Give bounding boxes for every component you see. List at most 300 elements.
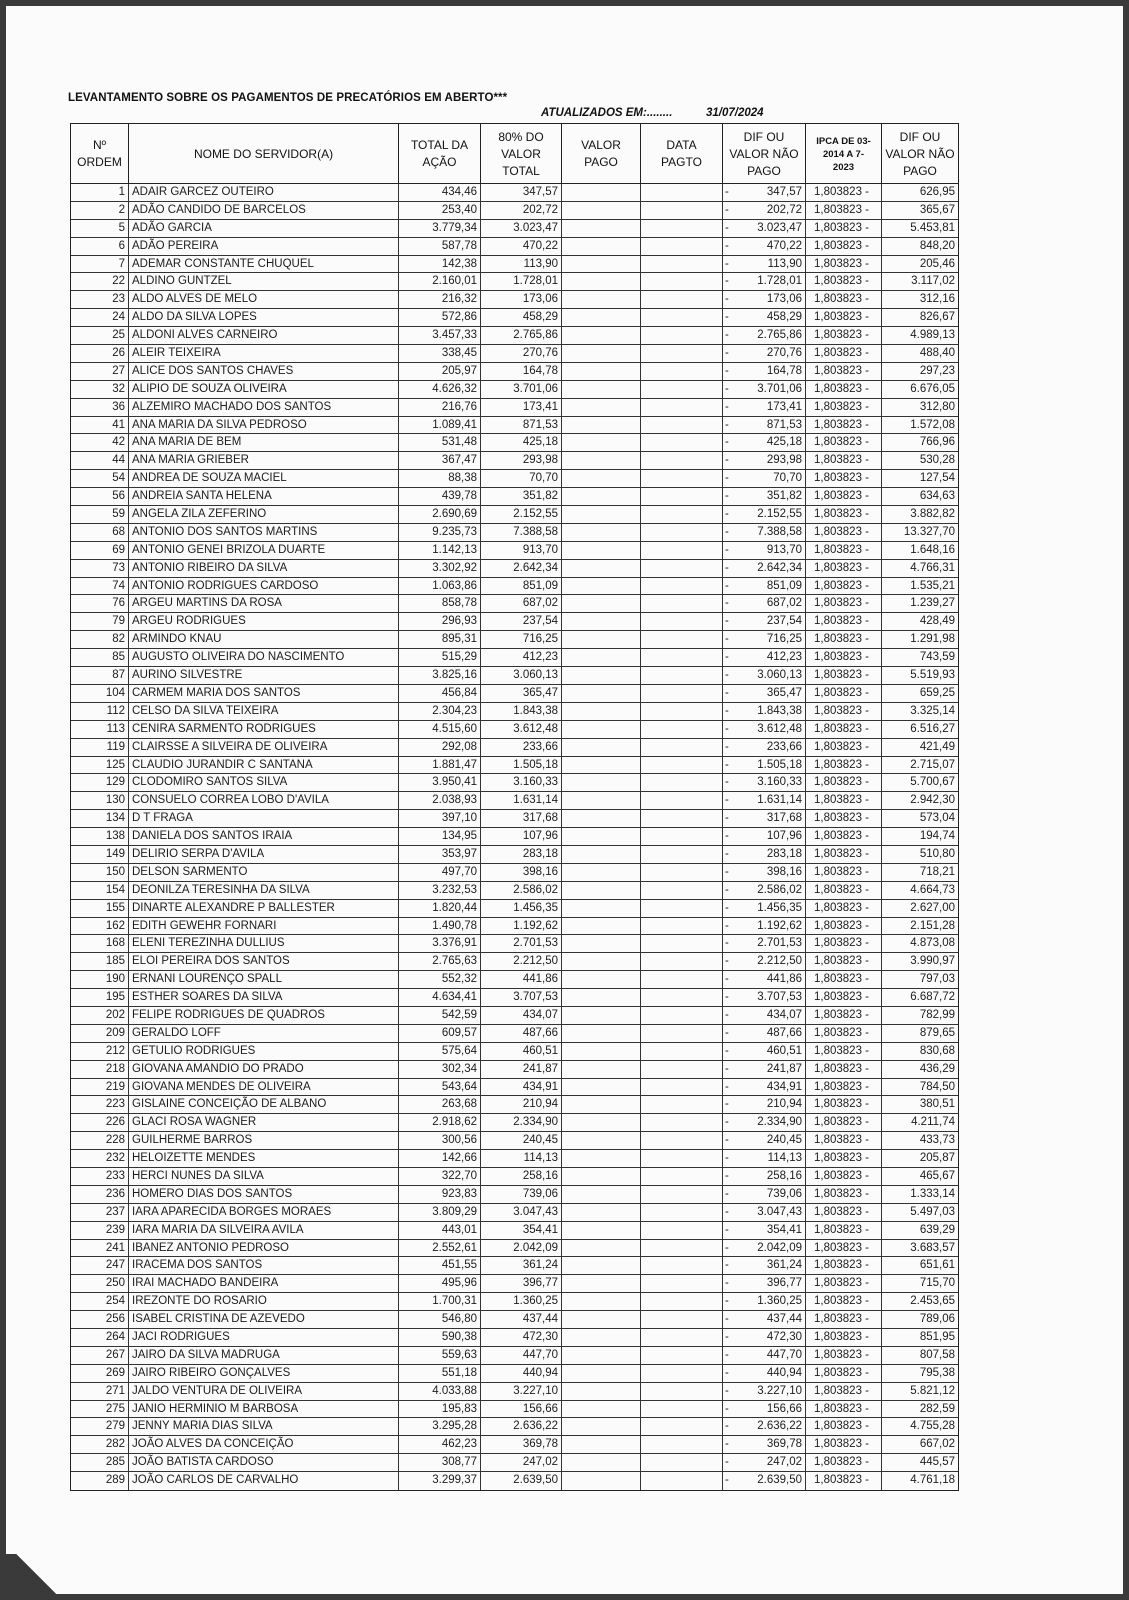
cell-valor-pago [562,363,641,380]
cell-oitenta: 173,41 [481,399,562,416]
cell-valor-pago [562,1311,641,1328]
ipca-value: 1,803823 [814,508,862,521]
cell-valor-pago [562,1418,641,1435]
dash-mark: - [865,1062,870,1075]
dif1-value: 173,06 [766,293,802,306]
cell-valor-pago [562,1383,641,1400]
dash-mark: - [865,1295,870,1308]
dash-mark: - [725,1008,729,1021]
dash-mark: - [865,812,870,825]
table-row [71,184,958,202]
cell-data-pagto [641,345,723,362]
dash-mark: - [725,597,729,610]
dash-mark: - [865,1134,870,1147]
header-ipca: IPCA DE 03- 2014 A 7- 2023 [806,124,882,184]
dash-mark: - [865,704,870,717]
cell-total: 609,57 [399,1025,481,1042]
cell-dif1 [723,882,806,899]
cell-dif2: 1.648,16 [910,543,955,556]
cell-oitenta: 2.152,55 [481,506,562,523]
ipca-value: 1,803823 [814,955,862,968]
cell-dif1 [723,774,806,791]
cell-data-pagto [641,667,723,684]
cell-valor-pago [562,184,641,201]
cell-nome: IRACEMA DOS SANTOS [129,1257,399,1274]
cell-dif2: 851,95 [919,1331,955,1343]
table-row [71,971,958,989]
cell-ipca [806,381,882,398]
dash-mark: - [865,436,870,449]
cell-dif1 [723,256,806,273]
cell-ipca [806,470,882,487]
table-row [71,703,958,721]
cell-ordem: 154 [71,882,129,899]
dif1-value: 425,18 [766,436,802,449]
cell-data-pagto [641,1293,723,1310]
dash-mark: - [865,1438,870,1451]
dash-mark: - [865,382,870,395]
cell-total: 515,29 [399,649,481,666]
dif1-value: 241,87 [766,1062,802,1075]
header-data-pagto: DATA PAGTO [641,124,723,184]
cell-dif2: 465,67 [919,1169,955,1182]
cell-valor-pago [562,1079,641,1096]
dash-mark: - [725,1456,729,1469]
cell-ordem: 23 [71,291,129,308]
cell-dif1 [723,971,806,988]
cell-oitenta: 458,29 [481,309,562,326]
cell-valor-pago [562,1043,641,1060]
cell-dif1 [723,757,806,774]
table-row [71,595,958,613]
table-body [70,183,959,1491]
cell-dif1 [723,1150,806,1167]
cell-ordem: 134 [71,810,129,827]
ipca-value: 1,803823 [814,669,862,682]
ipca-value: 1,803823 [814,221,862,234]
cell-nome: ARGEU MARTINS DA ROSA [129,595,399,612]
cell-oitenta: 2.636,22 [481,1418,562,1435]
cell-data-pagto [641,309,723,326]
cell-dif1 [723,1275,806,1292]
cell-valor-pago [562,1436,641,1453]
dash-mark: - [725,311,729,324]
cell-dif2: 5.519,93 [910,669,955,682]
ipca-value: 1,803823 [814,1241,862,1254]
cell-ipca [806,309,882,326]
dif1-value: 247,02 [766,1456,802,1469]
ipca-value: 1,803823 [814,1152,862,1165]
table-row [71,470,958,488]
table-row [71,613,958,631]
cell-nome: CONSUELO CORREA LOBO D'AVILA [129,792,399,809]
cell-total: 1.700,31 [399,1293,481,1310]
dash-mark: - [725,400,729,413]
table-row [71,1096,958,1114]
table-row [71,417,958,435]
cell-oitenta: 258,16 [481,1168,562,1185]
cell-oitenta: 2.042,09 [481,1240,562,1257]
cell-dif2: 2.151,28 [910,919,955,932]
cell-data-pagto [641,1311,723,1328]
dif1-value: 913,70 [766,543,802,556]
cell-ipca [806,1043,882,1060]
cell-ipca [806,989,882,1006]
cell-data-pagto [641,918,723,935]
table-row [71,256,958,274]
cell-data-pagto [641,506,723,523]
cell-dif2: 782,99 [919,1008,955,1021]
cell-total: 462,23 [399,1436,481,1453]
dash-mark: - [725,347,729,360]
table-row [71,1383,958,1401]
cell-dif2: 797,03 [919,973,955,986]
cell-dif1 [723,202,806,219]
cell-data-pagto [641,757,723,774]
cell-ipca [806,739,882,756]
table-row [71,220,958,238]
cell-dif2: 205,46 [919,257,955,270]
cell-data-pagto [641,578,723,595]
dash-mark: - [865,1313,870,1326]
cell-data-pagto [641,1472,723,1490]
dif1-value: 240,45 [766,1134,802,1147]
cell-dif2: 4.211,74 [911,1116,955,1129]
dash-mark: - [865,1366,870,1379]
cell-oitenta: 3.047,43 [481,1204,562,1221]
cell-ipca [806,1293,882,1310]
dash-mark: - [725,704,729,717]
cell-ordem: 282 [71,1436,129,1453]
cell-data-pagto [641,220,723,237]
cell-data-pagto [641,1329,723,1346]
cell-nome: ANA MARIA GRIEBER [129,452,399,469]
cell-ordem: 1 [71,184,129,201]
cell-ipca [806,1383,882,1400]
dif1-value: 871,53 [766,418,802,431]
cell-dif2: 573,04 [919,812,955,825]
cell-total: 3.825,16 [399,667,481,684]
cell-valor-pago [562,846,641,863]
cell-nome: IARA APARECIDA BORGES MORAES [129,1204,399,1221]
ipca-value: 1,803823 [814,186,862,198]
cell-nome: GIOVANA AMANDIO DO PRADO [129,1061,399,1078]
dif1-value: 1.360,25 [757,1295,802,1308]
cell-dif1 [723,1472,806,1490]
ipca-value: 1,803823 [814,347,862,360]
ipca-value: 1,803823 [814,758,862,771]
ipca-value: 1,803823 [814,1456,862,1469]
cell-total: 322,70 [399,1168,481,1185]
cell-valor-pago [562,256,641,273]
cell-nome: ADÃO GARCIA [129,220,399,237]
dif1-value: 1.728,01 [757,275,802,288]
cell-dif2: 365,67 [919,203,955,216]
ipca-value: 1,803823 [814,329,862,342]
cell-total: 3.779,34 [399,220,481,237]
cell-valor-pago [562,774,641,791]
cell-total: 338,45 [399,345,481,362]
cell-nome: ISABEL CRISTINA DE AZEVEDO [129,1311,399,1328]
updated-date: 31/07/2024 [706,107,764,119]
cell-nome: GERALDO LOFF [129,1025,399,1042]
dif1-value: 113,90 [767,257,802,270]
cell-data-pagto [641,381,723,398]
dash-mark: - [725,543,729,556]
dash-mark: - [725,1223,729,1236]
cell-nome: CARMEM MARIA DOS SANTOS [129,685,399,702]
cell-data-pagto [641,1454,723,1471]
cell-ipca [806,846,882,863]
cell-oitenta: 317,68 [481,810,562,827]
cell-dif1 [723,488,806,505]
table-row [71,792,958,810]
table-row [71,1007,958,1025]
cell-data-pagto [641,703,723,720]
cell-nome: JANIO HERMINIO M BARBOSA [129,1401,399,1418]
cell-total: 4.626,32 [399,381,481,398]
dash-mark: - [725,1241,729,1254]
cell-data-pagto [641,1114,723,1131]
ipca-value: 1,803823 [814,937,862,950]
cell-valor-pago [562,470,641,487]
table-row [71,1025,958,1043]
cell-oitenta: 2.639,50 [481,1472,562,1490]
cell-total: 3.950,41 [399,774,481,791]
dif1-value: 2.152,55 [757,508,802,521]
dash-mark: - [865,221,870,234]
dif1-value: 317,68 [766,812,802,825]
dash-mark: - [725,1313,729,1326]
cell-data-pagto [641,1150,723,1167]
ipca-value: 1,803823 [814,1116,862,1129]
cell-ordem: 223 [71,1096,129,1113]
cell-total: 1.820,44 [399,900,481,917]
cell-dif2: 433,73 [919,1134,955,1147]
cell-dif1 [723,685,806,702]
cell-ipca [806,417,882,434]
cell-ipca [806,918,882,935]
cell-data-pagto [641,1186,723,1203]
cell-data-pagto [641,649,723,666]
cell-nome: JAIRO RIBEIRO GONÇALVES [129,1365,399,1382]
cell-valor-pago [562,1222,641,1239]
dash-mark: - [725,1062,729,1075]
cell-ipca [806,327,882,344]
cell-dif1 [723,542,806,559]
cell-nome: DANIELA DOS SANTOS IRAIA [129,828,399,845]
cell-dif1 [723,434,806,451]
dash-mark: - [725,1331,729,1343]
cell-total: 531,48 [399,434,481,451]
cell-dif2: 879,65 [919,1026,955,1039]
dash-mark: - [725,275,729,288]
ipca-value: 1,803823 [814,812,862,825]
ipca-value: 1,803823 [814,1098,862,1111]
table-row [71,1168,958,1186]
dif1-value: 3.227,10 [757,1384,802,1397]
dif1-value: 2.701,53 [757,937,802,950]
cell-oitenta: 369,78 [481,1436,562,1453]
cell-data-pagto [641,595,723,612]
cell-oitenta: 354,41 [481,1222,562,1239]
dif1-value: 70,70 [773,472,802,485]
ipca-value: 1,803823 [814,1348,862,1361]
dif1-value: 351,82 [766,490,802,503]
ipca-value: 1,803823 [814,1026,862,1039]
cell-total: 546,80 [399,1311,481,1328]
cell-nome: JALDO VENTURA DE OLIVEIRA [129,1383,399,1400]
cell-oitenta: 2.642,34 [481,560,562,577]
ipca-value: 1,803823 [814,525,862,538]
table-row [71,757,958,775]
cell-nome: IRAI MACHADO BANDEIRA [129,1275,399,1292]
cell-nome: JOÃO BATISTA CARDOSO [129,1454,399,1471]
cell-ipca [806,774,882,791]
dif1-value: 434,91 [766,1080,802,1093]
table-row [71,1401,958,1419]
cell-valor-pago [562,900,641,917]
cell-dif1 [723,595,806,612]
dash-mark: - [865,1241,870,1254]
document-title: LEVANTAMENTO SOBRE OS PAGAMENTOS DE PRECATÓRIOS EM ABERTO*** [68,92,508,104]
cell-ordem: 73 [71,560,129,577]
dif1-value: 3.612,48 [757,722,802,735]
cell-nome: HELOIZETTE MENDES [129,1150,399,1167]
table-row [71,542,958,560]
cell-nome: ANTONIO RIBEIRO DA SILVA [129,560,399,577]
table-row [71,953,958,971]
table-row [71,327,958,345]
cell-data-pagto [641,1436,723,1453]
table-row [71,1079,958,1097]
cell-data-pagto [641,1132,723,1149]
cell-data-pagto [641,1222,723,1239]
cell-ipca [806,667,882,684]
cell-ipca [806,1347,882,1364]
cell-ordem: 68 [71,524,129,541]
cell-dif2: 297,23 [919,364,955,377]
cell-nome: JACI RODRIGUES [129,1329,399,1346]
dash-mark: - [725,1134,729,1147]
dif1-value: 270,76 [766,347,802,360]
table-row [71,273,958,291]
dif1-value: 258,16 [766,1169,802,1182]
header-dif2: DIF OU VALOR NÃO PAGO [885,129,955,178]
cell-ordem: 264 [71,1329,129,1346]
cell-valor-pago [562,578,641,595]
cell-dif2: 194,74 [919,830,955,843]
cell-valor-pago [562,1186,641,1203]
table-row [71,1329,958,1347]
cell-valor-pago [562,309,641,326]
cell-data-pagto [641,685,723,702]
cell-nome: ALDO DA SILVA LOPES [129,309,399,326]
cell-ipca [806,900,882,917]
dash-mark: - [725,418,729,431]
header-nome: NOME DO SERVIDOR(A) [129,124,399,184]
dif1-value: 1.456,35 [757,901,802,914]
cell-dif1 [723,452,806,469]
dif1-value: 437,44 [766,1313,802,1326]
cell-data-pagto [641,846,723,863]
cell-dif1 [723,1401,806,1418]
cell-valor-pago [562,452,641,469]
cell-oitenta: 351,82 [481,488,562,505]
cell-ordem: 228 [71,1132,129,1149]
cell-ipca [806,1204,882,1221]
cell-data-pagto [641,327,723,344]
cell-dif2: 530,28 [919,454,955,467]
ipca-value: 1,803823 [814,543,862,556]
table-row [71,774,958,792]
dif1-value: 412,23 [766,651,802,664]
ipca-value: 1,803823 [814,1169,862,1182]
cell-oitenta: 3.023,47 [481,220,562,237]
cell-ipca [806,1436,882,1453]
cell-nome: ADAIR GARCEZ OUTEIRO [129,184,399,201]
cell-nome: CLAUDIO JURANDIR C SANTANA [129,757,399,774]
table-row [71,399,958,417]
cell-nome: ANDREIA SANTA HELENA [129,488,399,505]
dash-mark: - [725,257,729,270]
dif1-value: 434,07 [766,1008,802,1021]
cell-valor-pago [562,1472,641,1490]
cell-valor-pago [562,613,641,630]
cell-ordem: 279 [71,1418,129,1435]
dash-mark: - [725,1116,729,1129]
cell-valor-pago [562,1293,641,1310]
cell-dif2: 282,59 [919,1402,955,1415]
cell-dif1 [723,649,806,666]
dash-mark: - [725,794,729,807]
ipca-value: 1,803823 [814,490,862,503]
cell-data-pagto [641,1096,723,1113]
dash-mark: - [725,919,729,932]
dash-mark: - [865,203,870,216]
cell-ipca [806,1329,882,1346]
cell-dif2: 789,06 [919,1313,955,1326]
cell-ordem: 79 [71,613,129,630]
cell-data-pagto [641,1007,723,1024]
cell-ipca [806,452,882,469]
dash-mark: - [725,1259,729,1272]
cell-dif2: 795,38 [919,1366,955,1379]
cell-nome: DINARTE ALEXANDRE P BALLESTER [129,900,399,917]
cell-nome: JOÃO ALVES DA CONCEIÇÃO [129,1436,399,1453]
cell-oitenta: 1.728,01 [481,273,562,290]
cell-nome: ERNANI LOURENÇO SPALL [129,971,399,988]
dash-mark: - [865,901,870,914]
cell-ipca [806,703,882,720]
dash-mark: - [725,901,729,914]
cell-oitenta: 3.160,33 [481,774,562,791]
table-row [71,1150,958,1168]
cell-nome: ANTONIO RODRIGUES CARDOSO [129,578,399,595]
cell-dif1 [723,739,806,756]
cell-dif1 [723,309,806,326]
dash-mark: - [725,382,729,395]
table-row [71,1186,958,1204]
ipca-value: 1,803823 [814,615,862,628]
dash-mark: - [725,579,729,592]
cell-dif2: 1.535,21 [910,579,955,592]
dash-mark: - [725,1420,729,1433]
cell-dif1 [723,1079,806,1096]
cell-ipca [806,1061,882,1078]
cell-dif1 [723,1096,806,1113]
cell-dif2: 5.497,03 [910,1205,955,1218]
